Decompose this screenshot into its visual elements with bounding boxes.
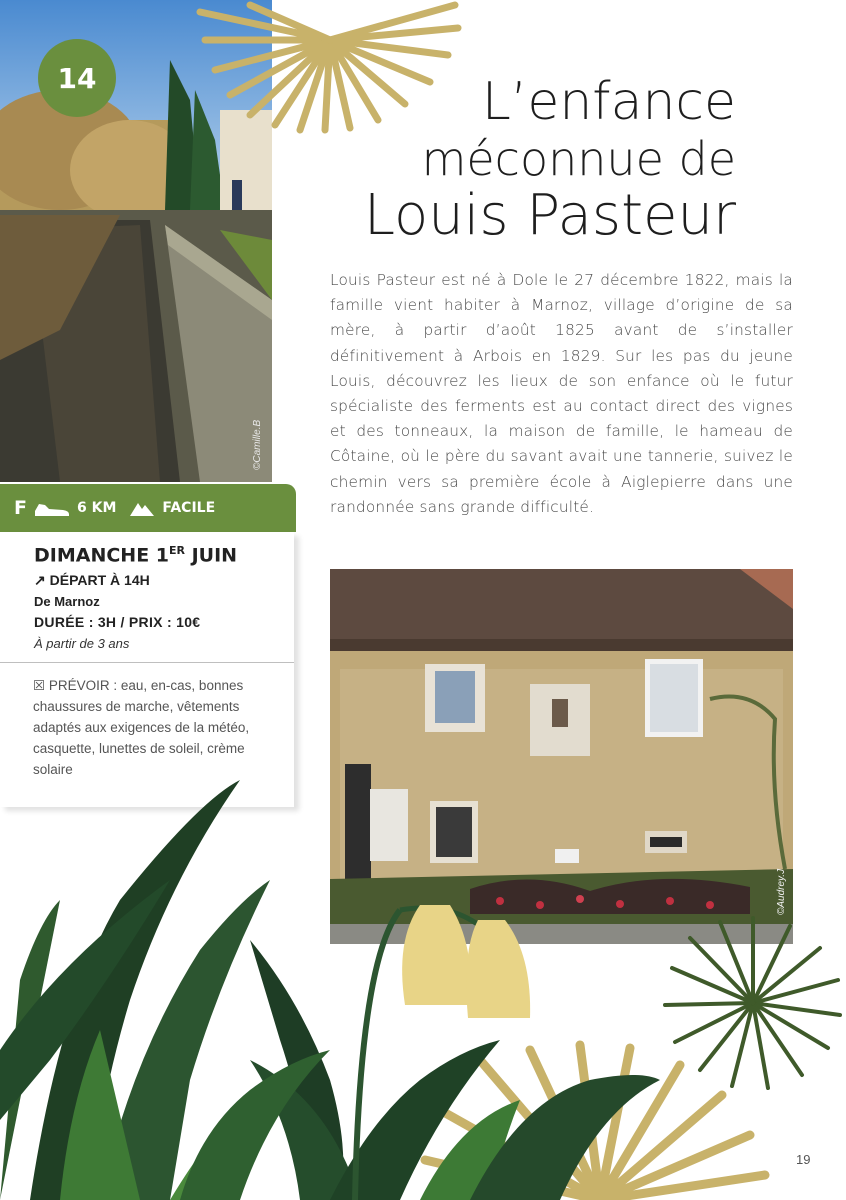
title-line-2: méconnue de (421, 132, 736, 186)
event-date (34, 544, 237, 566)
mountain-icon (130, 500, 154, 516)
event-date-ordinal: ER (169, 544, 185, 557)
intro-paragraph: Louis Pasteur est né à Dole le 27 décembre 1822, mais la famille vient habiter à Marnoz, village d’origine de sa mère, à partir d’août 1825 avant de s’installer définitivement à Arbois en 1829. Sur les pas du jeune Louis, découvrez les lieux de son enfance où le futur spécialiste des ferments est au contact direct des vignes et des tonneaux, la maison de famille, le hameau de Côtaine, où le père du savant avait une tannerie, suivez le chemin vers sa première école à Aiglepierre dans une randonnée sans grande difficulté. (330, 271, 793, 516)
route-distance: 6 KM (76, 500, 117, 516)
route-family-letter: F (14, 497, 27, 519)
checkbox-icon: ☒ (33, 678, 46, 693)
card-divider (0, 662, 294, 663)
duration-price: DURÉE : 3H / PRIX : 10€ (34, 614, 201, 630)
age-requirement: À partir de 3 ans (34, 636, 130, 651)
photo-pasteur-house (330, 569, 793, 944)
title-line-3: Louis Pasteur (363, 183, 736, 248)
photo-credit-left: ©Camille.B (252, 419, 263, 470)
event-date-day: DIMANCHE 1 (34, 544, 170, 567)
route-difficulty: FACILE (162, 500, 216, 516)
title-line-1: L’enfance (481, 72, 736, 132)
departure-time (34, 572, 150, 589)
event-info-card (0, 532, 294, 807)
route-info-bar (0, 484, 296, 532)
arrow-up-right-icon: ↗ (34, 572, 46, 588)
route-number: 14 (57, 61, 97, 95)
what-to-bring (33, 675, 265, 780)
departure-place: De Marnoz (34, 594, 100, 609)
page-number: 19 (796, 1152, 811, 1167)
departure-label: DÉPART À 14H (49, 572, 150, 588)
event-date-month: JUIN (185, 544, 238, 567)
page-title (363, 72, 736, 248)
route-number-badge (38, 39, 116, 117)
shoe-icon (33, 500, 71, 516)
what-to-bring-text: PRÉVOIR : eau, en-cas, bonnes chaussures de marche, vêtements adaptés aux exigences de la météo, casquette, lunettes de soleil, crème solaire (33, 678, 250, 777)
photo-credit-right: ©Audrey.J (776, 868, 787, 915)
